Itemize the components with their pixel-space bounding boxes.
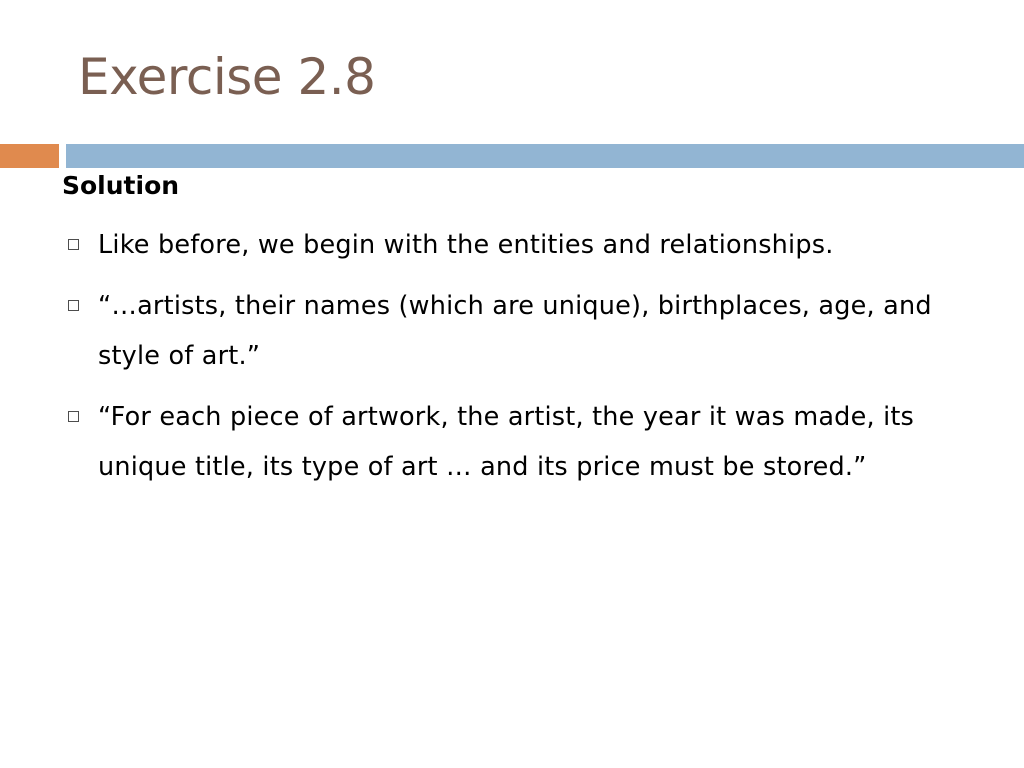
square-bullet-icon (68, 239, 79, 250)
square-bullet-icon (68, 300, 79, 311)
section-heading: Solution (62, 171, 180, 200)
bullet-item (62, 281, 962, 381)
slide-title: Exercise 2.8 (78, 48, 376, 106)
bullet-list (62, 220, 962, 492)
bullet-text: Like before, we begin with the entities and relationships. (98, 230, 834, 260)
slide-content (62, 168, 962, 503)
bullet-text: “…artists, their names (which are unique), birthplaces, age, and style of art.” (98, 291, 932, 371)
accent-bar (0, 144, 59, 168)
square-bullet-icon (68, 411, 79, 422)
title-divider-bar (66, 144, 1024, 168)
bullet-text: “For each piece of artwork, the artist, the year it was made, its unique title, its type of art … and its price must be stored.” (98, 402, 915, 482)
bullet-item (62, 220, 962, 270)
bullet-item (62, 392, 962, 492)
